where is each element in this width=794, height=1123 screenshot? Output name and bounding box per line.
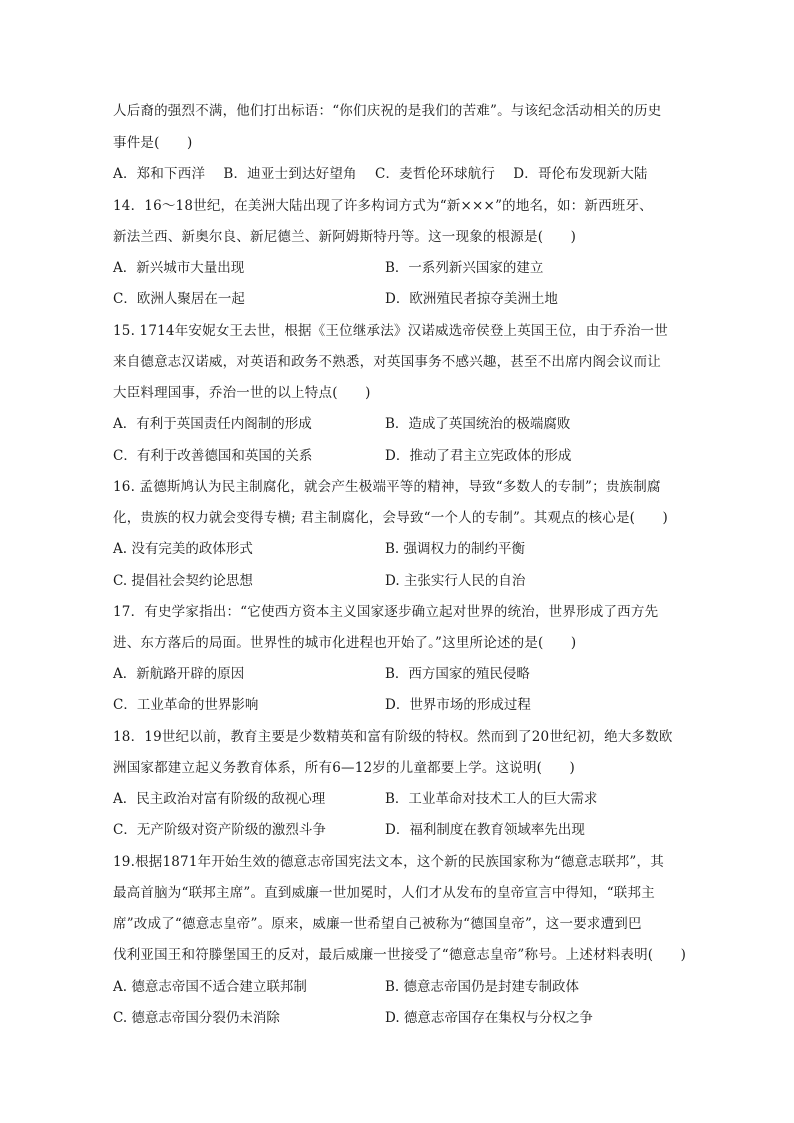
q15-option-c: C．有利于改善德国和英国的关系	[113, 448, 313, 464]
q17-stem-line-2: 进、东方落后的局面。世界性的城市化进程也开始了。”这里所论述的是( )	[113, 635, 577, 651]
q19-stem-line-2: 最高首脑为“联邦主席”。直到威廉一世加冕时，人们才从发布的皇帝宣言中得知，“联邦主	[113, 885, 655, 901]
q16-option-d: D. 主张实行人民的自治	[385, 573, 526, 589]
q16-stem-line-1: 16. 孟德斯鸠认为民主制腐化，就会产生极端平等的精神，导致“多数人的专制”；贵族制腐	[113, 479, 661, 495]
q19-option-a: A. 德意志帝国不适合建立联邦制	[113, 979, 307, 995]
q17-option-c: C．工业革命的世界影响	[113, 697, 259, 713]
q15-stem-line-2: 来自德意志汉诺威，对英语和政务不熟悉，对英国事务不感兴趣，甚至不出席内阁会议而让	[113, 354, 661, 370]
q17-stem-line-1: 17．有史学家指出：“它使西方资本主义国家逐步确立起对世界的统治，世界形成了西方先	[113, 604, 659, 620]
q14-option-d: D．欧洲殖民者掠夺美洲土地	[385, 291, 558, 307]
q18-stem-line-2: 洲国家都建立起义务教育体系，所有6—12岁的儿童都要上学。这说明( )	[113, 760, 575, 776]
q15-option-b: B．造成了英国统治的极端腐败	[385, 416, 571, 432]
q16-option-a: A. 没有完美的政体形式	[113, 541, 253, 557]
q19-stem-line-4: 伐利亚国王和符滕堡国王的反对，最后威廉一世接受了“德意志皇帝”称号。上述材料表明( )	[113, 947, 687, 963]
q19-stem-line-3: 席”改成了“德意志皇帝”。原来，威廉一世希望自己被称为“德国皇帝”，这一要求遭到巴	[113, 916, 642, 932]
q16-stem-line-2: 化，贵族的权力就会变得专横; 君主制腐化，会导致“一个人的专制”。其观点的核心是( )	[113, 510, 668, 526]
q18-stem-line-1: 18．19世纪以前，教育主要是少数精英和富有阶级的特权。然而到了20世纪初，绝大多数欧	[113, 729, 673, 745]
q18-option-c: C．无产阶级对资产阶级的激烈斗争	[113, 822, 326, 838]
q17-option-b: B．西方国家的殖民侵略	[385, 666, 530, 682]
q13-options: A．郑和下西洋 B．迪亚士到达好望角 C．麦哲伦环球航行 D．哥伦布发现新大陆	[113, 166, 648, 182]
q13-stem-line-1: 人后裔的强烈不满，他们打出标语：“你们庆祝的是我们的苦难”。与该纪念活动相关的历史	[113, 103, 662, 119]
q15-option-a: A．有利于英国责任内阁制的形成	[113, 416, 312, 432]
q17-option-a: A．新航路开辟的原因	[113, 666, 245, 682]
q18-option-d: D．福利制度在教育领域率先出现	[385, 822, 585, 838]
q14-option-a: A．新兴城市大量出现	[113, 260, 245, 276]
q19-stem-line-1: 19.根据1871年开始生效的德意志帝国宪法文本，这个新的民族国家称为“德意志联邦”，其	[113, 854, 664, 870]
q16-option-c: C. 提倡社会契约论思想	[113, 573, 253, 589]
q14-stem-line-2: 新法兰西、新奥尔良、新尼德兰、新阿姆斯特丹等。这一现象的根源是( )	[113, 229, 577, 245]
q15-stem-line-3: 大臣料理国事，乔治一世的以上特点( )	[113, 385, 371, 401]
q18-option-a: A．民主政治对富有阶级的敌视心理	[113, 791, 326, 807]
q13-stem-line-2: 事件是( )	[113, 135, 193, 151]
q14-stem-line-1: 14．16～18世纪，在美洲大陆出现了许多构词方式为“新×××”的地名，如：新西班牙、	[113, 198, 653, 214]
q17-option-d: D．世界市场的形成过程	[385, 697, 531, 713]
q15-option-d: D．推动了君主立宪政体的形成	[385, 448, 572, 464]
q14-option-c: C．欧洲人聚居在一起	[113, 291, 245, 307]
q15-stem-line-1: 15. 1714年安妮女王去世，根据《王位继承法》汉诺威选帝侯登上英国王位，由于乔治一世	[113, 323, 668, 339]
q18-option-b: B．工业革命对技术工人的巨大需求	[385, 791, 598, 807]
q19-option-c: C. 德意志帝国分裂仍未消除	[113, 1010, 280, 1026]
q19-option-b: B. 德意志帝国仍是封建专制政体	[385, 979, 580, 995]
q14-option-b: B．一系列新兴国家的建立	[385, 260, 544, 276]
q19-option-d: D. 德意志帝国存在集权与分权之争	[385, 1010, 593, 1026]
q16-option-b: B. 强调权力的制约平衡	[385, 541, 526, 557]
